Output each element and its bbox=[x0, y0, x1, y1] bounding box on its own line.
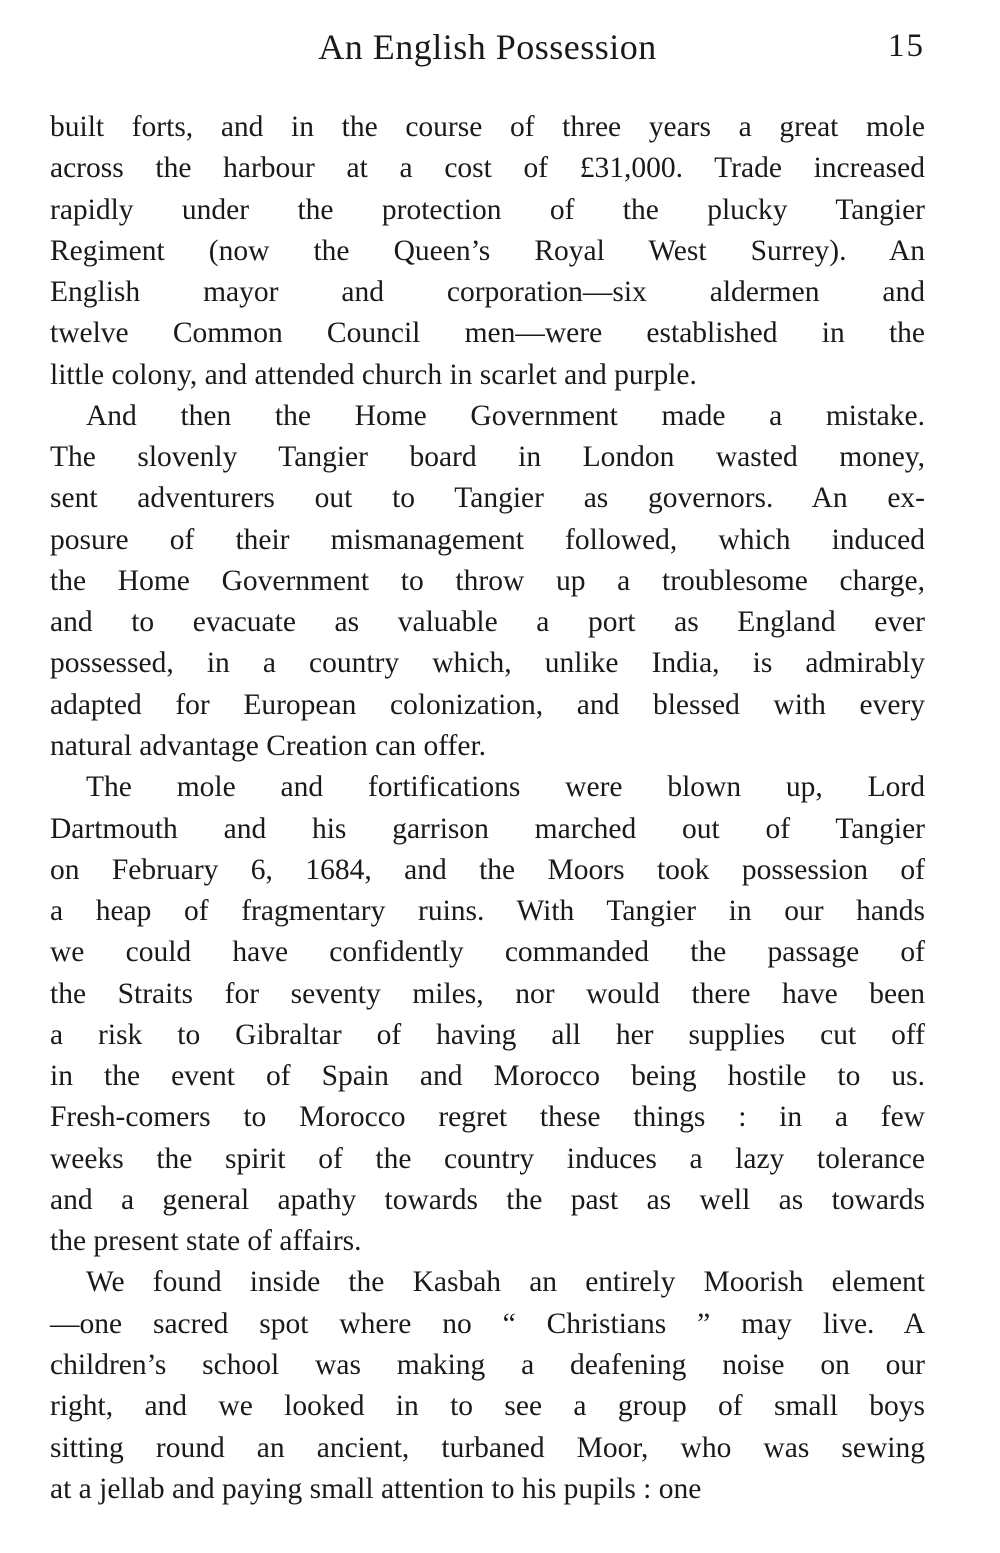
text-line: English mayor and corporation—six aldermen and bbox=[50, 276, 925, 309]
page-title: An English Possession bbox=[318, 27, 657, 67]
text-line: twelve Common Council men—were established in the bbox=[50, 317, 925, 350]
text-line: built forts, and in the course of three years a great mole bbox=[50, 111, 925, 143]
paragraph bbox=[50, 767, 925, 1262]
text-line: at a jellab and paying small attention to his pupils : one bbox=[50, 1472, 702, 1505]
text-line: sent adventurers out to Tangier as governors. An ex- bbox=[50, 482, 925, 515]
text-line: right, and we looked in to see a group of small boys bbox=[50, 1390, 925, 1423]
text-line: in the event of Spain and Morocco being hostile to us. bbox=[50, 1060, 925, 1093]
text-line: the Straits for seventy miles, nor would there have been bbox=[50, 977, 925, 1010]
text-line: —one sacred spot where no “ Christians ” may live. A bbox=[50, 1307, 925, 1340]
text-line: the present state of affairs. bbox=[50, 1225, 362, 1258]
text-line: a risk to Gibraltar of having all her supplies cut off bbox=[50, 1018, 925, 1051]
text-line: The slovenly Tangier board in London wasted money, bbox=[50, 441, 925, 474]
paragraph bbox=[50, 107, 925, 396]
text-line: posure of their mismanagement followed, which induced bbox=[50, 523, 925, 556]
text-line: sitting round an ancient, turbaned Moor, who was sewing bbox=[50, 1431, 925, 1464]
text-line: children’s school was making a deafening noise on our bbox=[50, 1348, 925, 1381]
paragraph bbox=[50, 1262, 925, 1510]
text-line: We found inside the Kasbah an entirely Moorish element bbox=[86, 1266, 925, 1299]
text-line: on February 6, 1684, and the Moors took possession of bbox=[50, 853, 925, 886]
text-line: The mole and fortifications were blown up, Lord bbox=[86, 771, 925, 804]
text-line: a heap of fragmentary ruins. With Tangier in our hands bbox=[50, 895, 925, 928]
text-line: weeks the spirit of the country induces a lazy tolerance bbox=[50, 1142, 925, 1175]
body-text bbox=[50, 107, 925, 1510]
running-head bbox=[0, 22, 1000, 78]
text-line: rapidly under the protection of the plucky Tangier bbox=[50, 193, 925, 226]
text-line: and a general apathy towards the past as well as towards bbox=[50, 1183, 925, 1216]
text-line: And then the Home Government made a mistake. bbox=[86, 399, 925, 432]
text-line: Fresh-comers to Morocco regret these things : in a few bbox=[50, 1101, 925, 1134]
text-line: across the harbour at a cost of £31,000. Trade increased bbox=[50, 152, 925, 185]
text-line: and to evacuate as valuable a port as England ever bbox=[50, 606, 925, 639]
text-line: little colony, and attended church in scarlet and purple. bbox=[50, 358, 697, 391]
text-line: adapted for European colonization, and blessed with every bbox=[50, 688, 925, 721]
page-number: 15 bbox=[888, 28, 925, 64]
paragraph bbox=[50, 396, 925, 767]
text-line: possessed, in a country which, unlike India, is admirably bbox=[50, 647, 925, 680]
text-line: natural advantage Creation can offer. bbox=[50, 729, 487, 762]
text-line: we could have confidently commanded the passage of bbox=[50, 936, 925, 969]
text-line: Regiment (now the Queen’s Royal West Surrey). An bbox=[50, 234, 925, 267]
text-line: the Home Government to throw up a troublesome charge, bbox=[50, 564, 925, 597]
text-line: Dartmouth and his garrison marched out of Tangier bbox=[50, 812, 925, 845]
